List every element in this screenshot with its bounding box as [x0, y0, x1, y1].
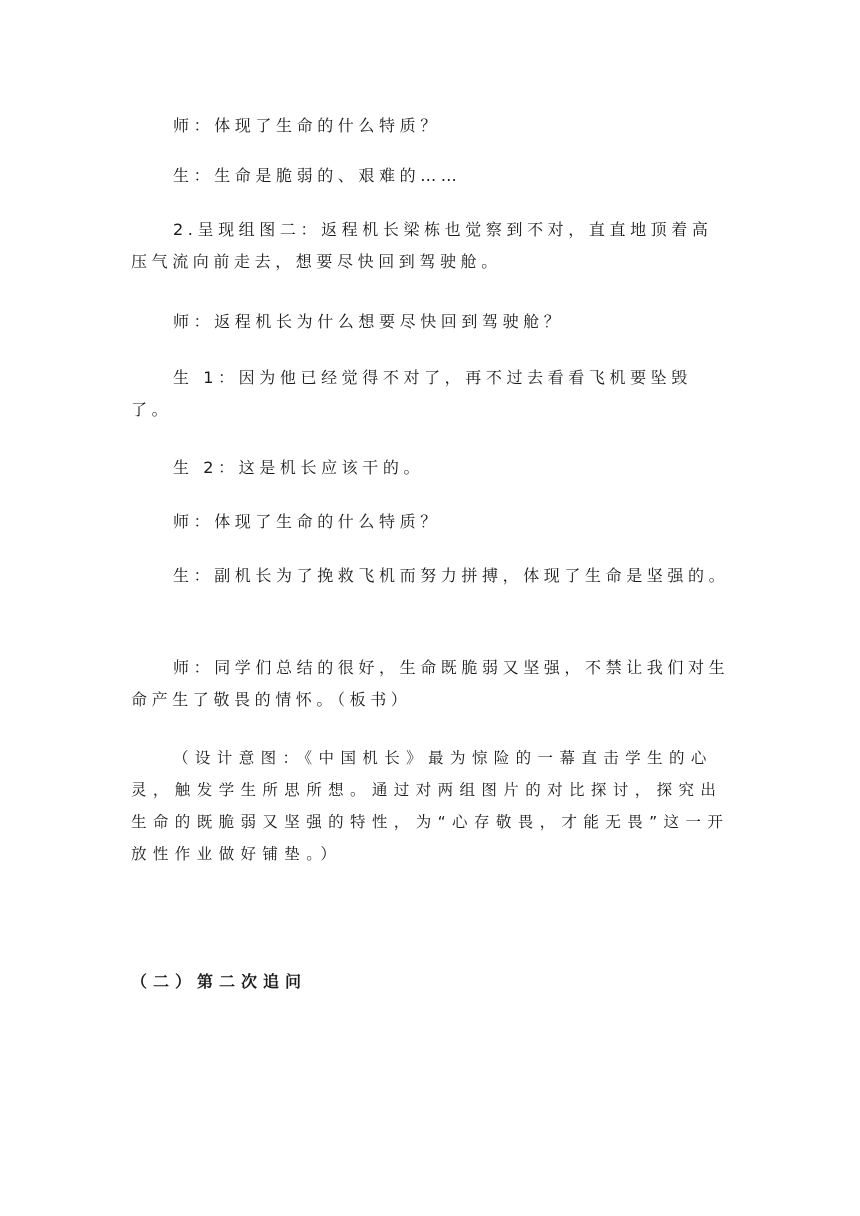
paragraph-image-group-two: 2.呈现组图二：返程机长梁栋也觉察到不对，直直地顶着高压气流向前走去，想要尽快回到驾驶舱。	[131, 220, 713, 271]
section-heading: （二）第二次追问	[131, 972, 308, 991]
paragraph-student-answer-2: 生：副机长为了挽救飞机而努力拼搏，体现了生命是坚强的。	[173, 566, 730, 585]
paragraph-teacher-summary: 师：同学们总结的很好，生命既脆弱又坚强，不禁让我们对生命产生了敬畏的情怀。（板书）	[131, 658, 730, 709]
paragraph-student-1-answer: 生 1：因为他已经觉得不对了，再不过去看看飞机要坠毁了。	[131, 368, 692, 419]
paragraph-teacher-question-2: 师：返程机长为什么想要尽快回到驾驶舱？	[173, 312, 565, 331]
paragraph-teacher-question-1: 师：体现了生命的什么特质？	[173, 116, 441, 135]
paragraph-student-answer-1: 生：生命是脆弱的、艰难的……	[173, 166, 462, 185]
paragraph-student-2-answer: 生 2：这是机长应该干的。	[173, 458, 425, 477]
paragraph-teacher-question-3: 师：体现了生命的什么特质？	[173, 512, 441, 531]
paragraph-design-intent: （设计意图：《中国机长》最为惊险的一幕直击学生的心灵，触发学生所思所想。通过对两组图片的对比探讨，探究出生命的既脆弱又坚强的特性，为“心存敬畏，才能无畏”这一开放性作业做好铺垫。）	[131, 749, 730, 863]
